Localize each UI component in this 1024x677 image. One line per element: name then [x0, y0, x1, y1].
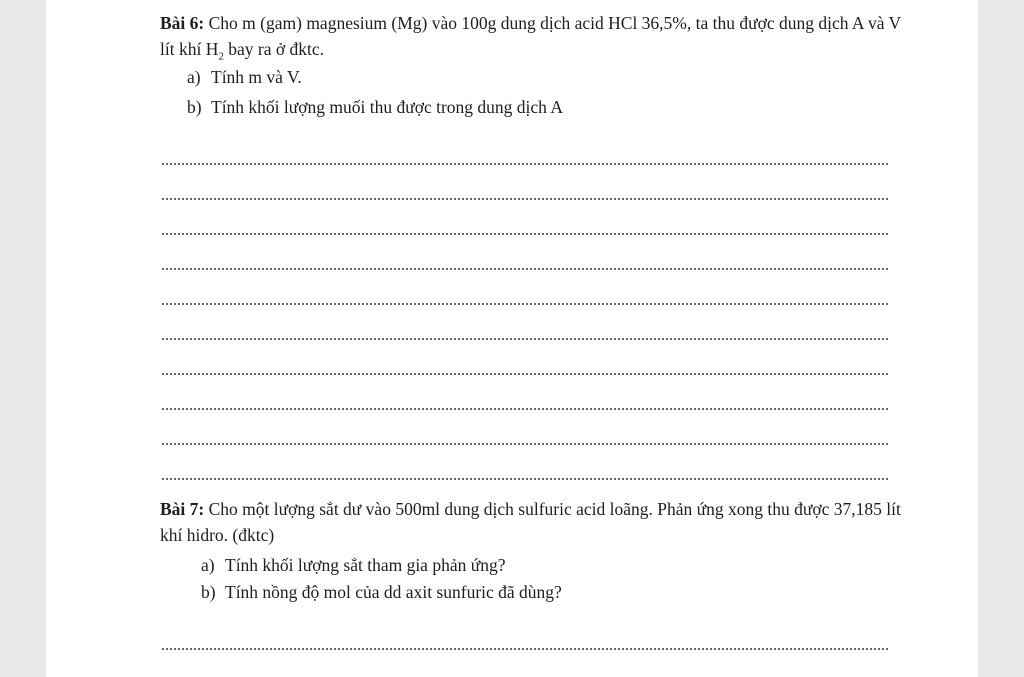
exercise-6-label: Bài 6:: [160, 13, 205, 33]
exercise-6-text-before: Cho m (gam) magnesium (Mg) vào 100g dung dịch acid HCl 36,5%, ta thu được dung dịch A và V lít khí H: [160, 13, 901, 59]
item-text: Tính khối lượng muối thu được trong dung dịch A: [211, 97, 563, 117]
answer-line[interactable]: [162, 338, 888, 340]
answer-line[interactable]: [162, 408, 888, 410]
answer-line[interactable]: [162, 233, 888, 235]
exercise-7-item-a: [201, 554, 505, 576]
exercise-7-label: Bài 7:: [160, 499, 205, 519]
item-text: Tính nồng độ mol của dd axit sunfuric đã dùng?: [225, 582, 562, 602]
exercise-6-subscript: 2: [218, 50, 224, 63]
answer-line[interactable]: [162, 163, 888, 165]
exercise-7-item-b: [201, 581, 562, 603]
exercise-6-item-a: [187, 66, 302, 88]
answer-line[interactable]: [162, 478, 888, 480]
item-label: a): [187, 67, 201, 87]
answer-line[interactable]: [162, 648, 888, 650]
answer-line[interactable]: [162, 443, 888, 445]
item-label: b): [187, 97, 202, 117]
exercise-6-statement: [160, 10, 910, 62]
item-label: b): [201, 582, 216, 602]
exercise-6-text-after: bay ra ở đktc.: [223, 39, 324, 59]
item-text: Tính m và V.: [211, 67, 302, 87]
answer-line[interactable]: [162, 268, 888, 270]
item-text: Tính khối lượng sắt tham gia phản ứng?: [225, 555, 506, 575]
item-label: a): [201, 555, 215, 575]
answer-line[interactable]: [162, 303, 888, 305]
answer-line[interactable]: [162, 373, 888, 375]
exercise-6-item-b: [187, 96, 563, 118]
exercise-7-text: Cho một lượng sắt dư vào 500ml dung dịch sulfuric acid loãng. Phản ứng xong thu được 37,185 lít khí hidro. (đktc): [160, 499, 901, 545]
exercise-7-statement: [160, 496, 910, 548]
answer-line[interactable]: [162, 198, 888, 200]
